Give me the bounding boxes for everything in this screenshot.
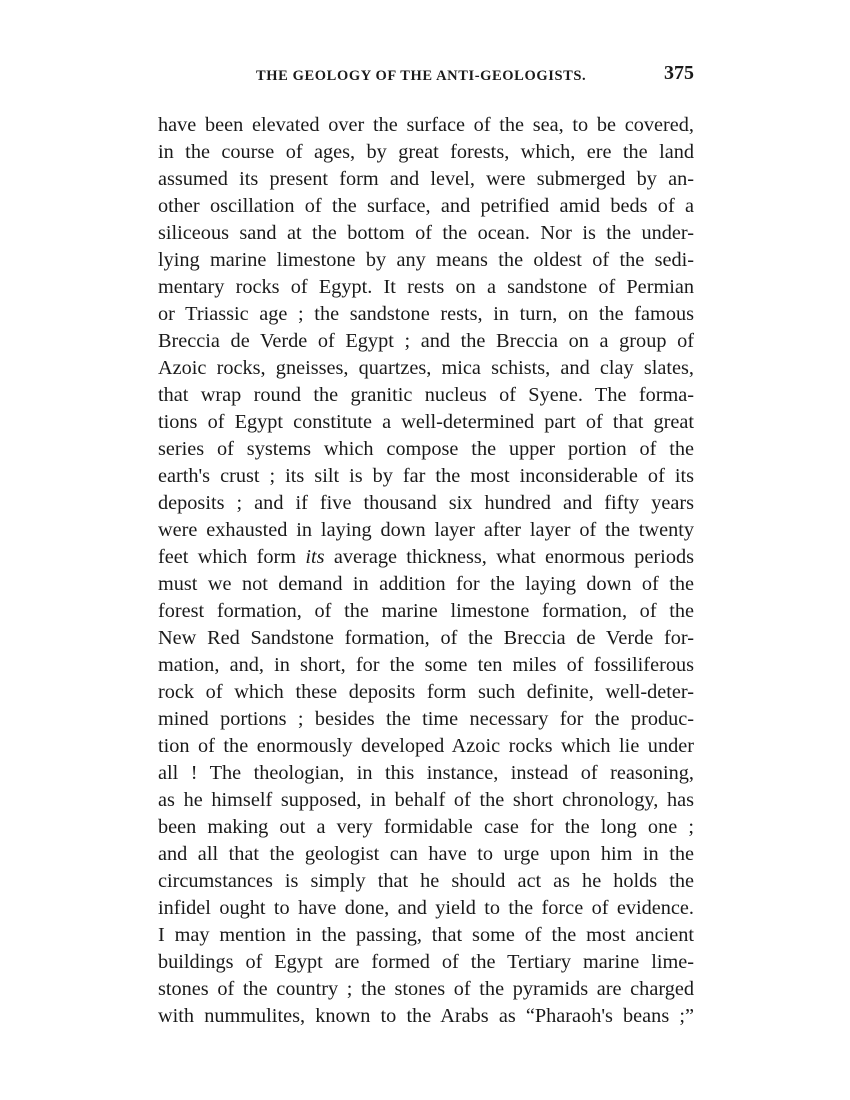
running-head (158, 62, 694, 92)
text-line: I may mention in the passing, that some of the most ancient (158, 924, 694, 946)
body-text (158, 112, 694, 1030)
text-line: mined portions ; besides the time necessary for the produc- (158, 708, 694, 730)
text-line: in the course of ages, by great forests, which, ere the land (158, 141, 694, 163)
text-line: that wrap round the granitic nucleus of Syene. The forma- (158, 384, 694, 406)
text-line: Azoic rocks, gneisses, quartzes, mica schists, and clay slates, (158, 357, 694, 379)
text-segment: average thickness, what enormous periods (324, 546, 694, 568)
text-line: Breccia de Verde of Egypt ; and the Breccia on a group of (158, 330, 694, 352)
text-line: other oscillation of the surface, and petrified amid beds of a (158, 195, 694, 217)
text-line: New Red Sandstone formation, of the Breccia de Verde for- (158, 627, 694, 649)
text-line: must we not demand in addition for the laying down of the (158, 573, 694, 595)
text-line: infidel ought to have done, and yield to the force of evidence. (158, 897, 694, 919)
text-line: with nummulites, known to the Arabs as “Pharaoh's beans ;” (158, 1005, 694, 1027)
text-line: mentary rocks of Egypt. It rests on a sandstone of Permian (158, 276, 694, 298)
text-line: mation, and, in short, for the some ten miles of fossiliferous (158, 654, 694, 676)
page-number: 375 (664, 62, 694, 84)
text-line: earth's crust ; its silt is by far the most inconsiderable of its (158, 465, 694, 487)
text-line: assumed its present form and level, were submerged by an- (158, 168, 694, 190)
text-line: series of systems which compose the upper portion of the (158, 438, 694, 460)
italic-word: its (305, 546, 325, 568)
text-line: as he himself supposed, in behalf of the short chronology, has (158, 789, 694, 811)
text-line: tion of the enormously developed Azoic rocks which lie under (158, 735, 694, 757)
text-line: stones of the country ; the stones of the pyramids are charged (158, 978, 694, 1000)
text-segment: feet which form (158, 546, 306, 568)
text-line: been making out a very formidable case for the long one ; (158, 816, 694, 838)
text-line: buildings of Egypt are formed of the Tertiary marine lime- (158, 951, 694, 973)
text-line: tions of Egypt constitute a well-determined part of that great (158, 411, 694, 433)
text-line: circumstances is simply that he should act as he holds the (158, 870, 694, 892)
text-line: all ! The theologian, in this instance, instead of reasoning, (158, 762, 694, 784)
text-line: were exhausted in laying down layer after layer of the twenty (158, 519, 694, 541)
text-line: and all that the geologist can have to urge upon him in the (158, 843, 694, 865)
text-line: have been elevated over the surface of the sea, to be covered, (158, 114, 694, 136)
text-line: siliceous sand at the bottom of the ocean. Nor is the under- (158, 222, 694, 244)
text-line: deposits ; and if five thousand six hundred and fifty years (158, 492, 694, 514)
text-line-with-italic (158, 544, 694, 571)
running-title: THE GEOLOGY OF THE ANTI-GEOLOGISTS. (256, 68, 587, 84)
text-line: forest formation, of the marine limestone formation, of the (158, 600, 694, 622)
text-line: rock of which these deposits form such definite, well-deter- (158, 681, 694, 703)
text-line: lying marine limestone by any means the oldest of the sedi- (158, 249, 694, 271)
text-line: or Triassic age ; the sandstone rests, in turn, on the famous (158, 303, 694, 325)
